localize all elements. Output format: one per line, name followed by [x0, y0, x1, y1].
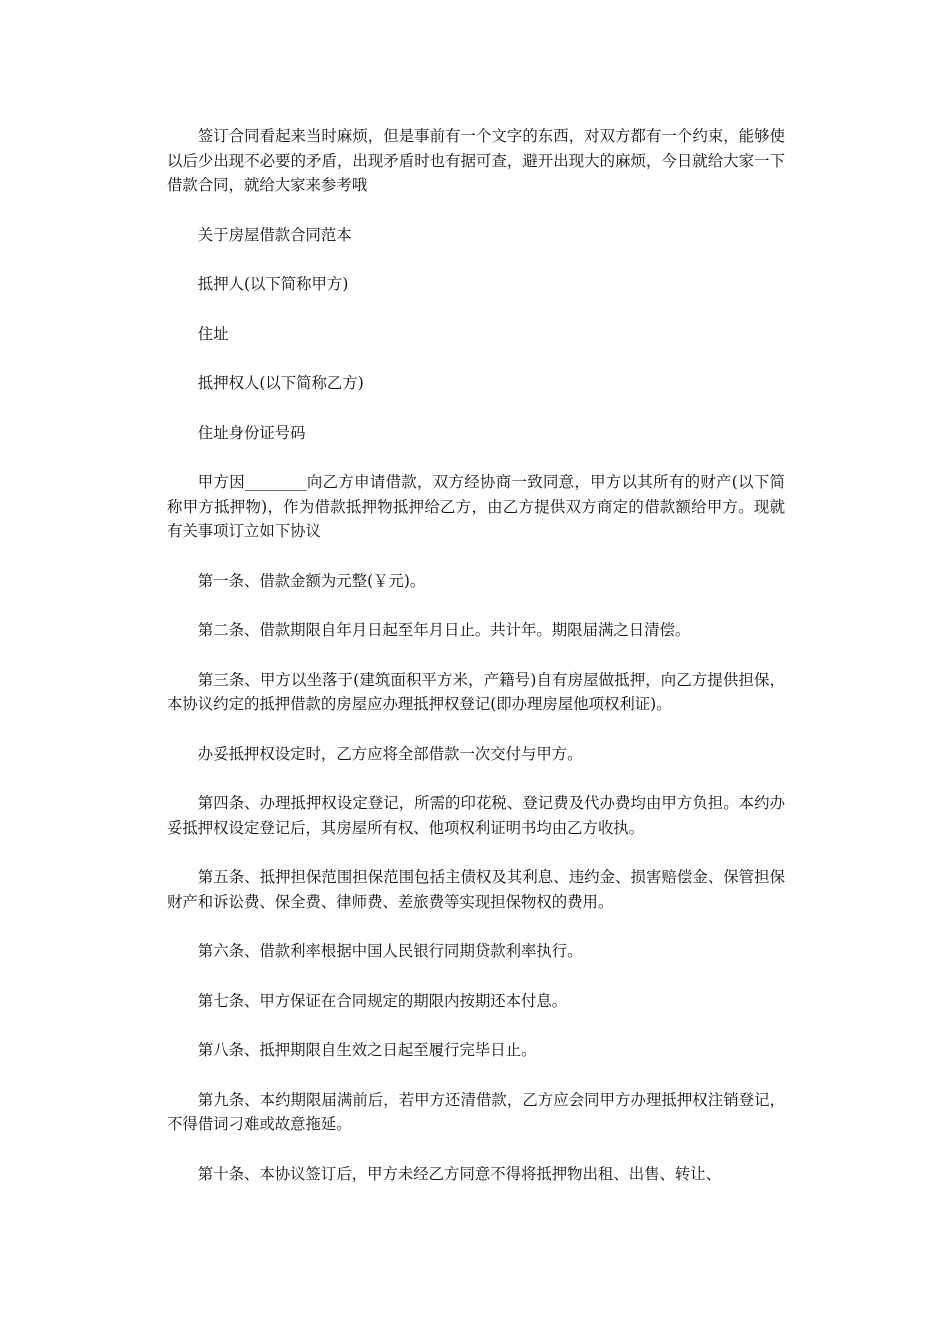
preamble-paragraph: 甲方因________向乙方申请借款，双方经协商一致同意，甲方以其所有的财产(以下简称甲方抵押物)，作为借款抵押物抵押给乙方，由乙方提供双方商定的借款额给甲方。现就有关事项订立如下协议 — [167, 473, 785, 540]
mortgagee-line: 抵押权人(以下简称乙方) — [197, 374, 364, 392]
article-6: 第六条、借款利率根据中国人民银行同期贷款利率执行。 — [197, 942, 583, 960]
article-3-supplement: 办妥抵押权设定时，乙方应将全部借款一次交付与甲方。 — [197, 744, 583, 763]
article-3: 第三条、甲方以坐落于(建筑面积平方米，产籍号)自有房屋做抵押，向乙方提供担保，本协议约定的抵押借款的房屋应办理抵押权登记(即办理房屋他项权利证)。 — [167, 670, 785, 713]
article-2: 第二条、借款期限自年月日起至年月日止。共计年。期限届满之日清偿。 — [197, 621, 691, 639]
article-5: 第五条、抵押担保范围担保范围包括主债权及其利息、违约金、损害赔偿金、保管担保财产和诉讼费、保全费、律师费、差旅费等实现担保物权的费用。 — [167, 868, 785, 911]
intro-paragraph: 签订合同看起来当时麻烦，但是事前有一个文字的东西，对双方都有一个约束，能够使以后少出现不必要的矛盾，出现矛盾时也有据可查，避开出现大的麻烦，今日就给大家一下借款合同，就给大家来参考哦 — [167, 127, 785, 194]
article-8: 第八条、抵押期限自生效之日起至履行完毕日止。 — [197, 1041, 537, 1059]
article-1: 第一条、借款金额为元整(￥元)。 — [197, 571, 426, 590]
article-9: 第九条、本约期限届满前后，若甲方还清借款，乙方应会同甲方办理抵押权注销登记，不得借词刁难或故意拖延。 — [167, 1090, 785, 1133]
article-7: 第七条、甲方保证在合同规定的期限内按期还本付息。 — [197, 991, 568, 1010]
mortgagor-line: 抵押人(以下简称甲方) — [197, 275, 349, 293]
article-10: 第十条、本协议签订后，甲方未经乙方同意不得将抵押物出租、出售、转让、 — [197, 1164, 722, 1183]
mortgagor-address-line: 住址 — [197, 324, 229, 343]
mortgagee-address-id-line: 住址身份证号码 — [197, 423, 306, 442]
contract-title: 关于房屋借款合同范本 — [197, 225, 352, 244]
document-body — [167, 124, 785, 1211]
article-4: 第四条、办理抵押权设定登记，所需的印花税、登记费及代办费均由甲方负担。本约办妥抵押权设定登记后，其房屋所有权、他项权利证明书均由乙方收执。 — [167, 794, 785, 837]
